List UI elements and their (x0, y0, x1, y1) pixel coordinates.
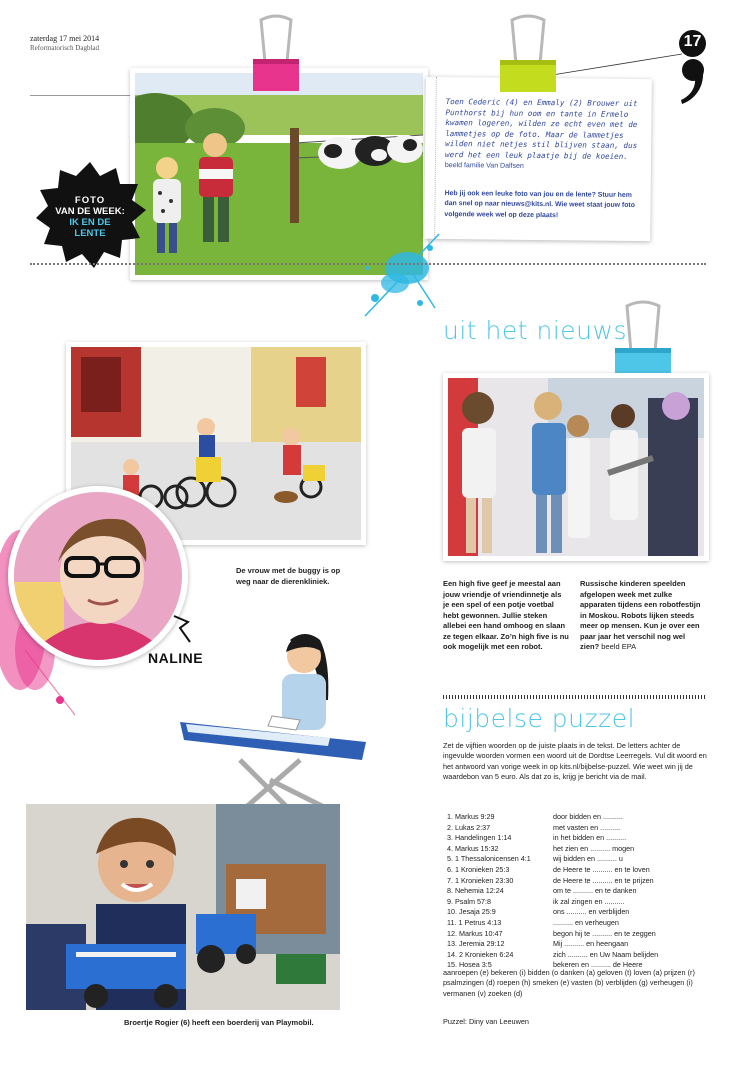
rogier-photo-caption: Broertje Rogier (6) heeft een boerderij van Playmobil. (124, 1018, 314, 1027)
puzzle-top-rule (443, 695, 707, 699)
puzzle-ref: 3. Handelingen 1:14 (447, 833, 512, 843)
photo-rogier-farm (26, 804, 340, 1010)
puzzle-clue: .......... en verheugen (553, 917, 619, 927)
puzzle-clue: wij bidden en .......... u (553, 854, 623, 864)
puzzle-ref: 14. 2 Kronieken 6:24 (447, 949, 514, 959)
newspaper-name: Reformatorisch Dagblad (30, 44, 100, 52)
caption-credit: beeld familie Van Dalfsen (444, 162, 524, 170)
puzzle-ref: 8. Nehemia 12:24 (447, 886, 504, 896)
puzzle-ref: 12. Markus 10:47 (447, 928, 503, 938)
puzzle-heading: bijbelse puzzel (443, 704, 636, 733)
puzzle-ref: 15. Hosea 3:5 (447, 960, 492, 970)
puzzle-clue: Mij .......... en heengaan (553, 939, 629, 949)
puzzle-ref: 11. 1 Petrus 4:13 (447, 917, 502, 927)
caption-note-card (424, 77, 652, 241)
puzzle-clue: ons .......... en verblijden (553, 907, 630, 917)
puzzle-word-list: aanroepen (e) bekeren (i) bidden (o danken (a) geloven (t) loven (a) prijzen (r) psalmzingen (d) roepen (h) smeken (e) vasten (b) verblijden (g) verheugen (i) vermanen (v) zoeken (d) (443, 968, 695, 998)
puzzle-clue: begon hij te .......... en te zeggen (553, 928, 656, 938)
puzzle-ref: 10. Jesaja 25:9 (447, 907, 496, 917)
puzzle-clue: door bidden en .......... (553, 812, 623, 821)
string-line (550, 50, 690, 80)
binder-clip-lime-icon (498, 14, 558, 94)
puzzle-clue: ik zal zingen en .......... (553, 896, 625, 906)
badge-line-foto: FOTO (74, 195, 106, 206)
page-date: zaterdag 17 mei 2014 (30, 34, 100, 43)
puzzle-ref: 5. 1 Thessalonicensen 4:1 (447, 854, 531, 864)
puzzle-clue: bekeren en .......... de Heere (553, 960, 643, 970)
photo-of-week-caption (445, 97, 644, 174)
page-number: 17 (683, 33, 702, 50)
binder-clip-pink-icon (251, 14, 301, 92)
puzzle-refs (447, 812, 555, 971)
puzzle-clue: zich .......... en Uw Naam belijden (553, 949, 659, 959)
naline-photo-caption: De vrouw met de buggy is op weg naar de dierenkliniek. (236, 566, 341, 586)
puzzle-ref: 4. Markus 15:32 (447, 843, 499, 853)
photo-submit-callout: Heb jij ook een leuke foto van jou en de lente? Stuur hem dan snel op naar nieuws@kits.nl. Wie weet staat jouw foto volgende week wel op deze plaats! (444, 190, 636, 220)
puzzle-ref: 13. Jeremia 29:12 (447, 939, 505, 949)
section-divider-top (30, 263, 706, 265)
naline-name: NALINE (148, 650, 204, 666)
puzzle-clue: met vasten en .......... (553, 822, 621, 832)
puzzle-ref: 1. Markus 9:29 (447, 812, 495, 821)
puzzle-ref: 6. 1 Kronieken 25:3 (447, 864, 510, 874)
puzzle-intro: Zet de vijftien woorden op de juiste plaats in de tekst. De letters achter de ingevulde woorden vormen een woord uit de Dordtse Leerregels. Vul dit woord en het antwoord van vorige week in op kits.nl/bijbelse-puzzel. Wie weet win jij de waardebon van 5 euro. Als dat zo is, krijg je bericht via de mail. (443, 741, 707, 782)
puzzle-clue: de Heere te .......... en te loven (553, 864, 650, 874)
badge-text (44, 195, 136, 239)
photo-robot-high-five (443, 373, 709, 561)
news-col1: Een high five geef je meestal aan jouw vriendje of vriendinnetje als je een spel of een potje voetbal hebt gewonnen. Jullie steken allebei een hand omhoog en slaan ze tegen elkaar. Zo’n high five is nu ook mogelijk met een robot. (443, 579, 569, 651)
caption-text: Toen Cederic (4) en Emmaly (2) Brouwer uit Punthorst bij hun oom en tante in Ermelo kwamen logeren, wilden ze echt even met de lammetjes op de foto. Maar de lammetjes wilden niet netjes stil blijven staan, dus werd het een leuk plaatje bij de koeien. (444, 97, 638, 161)
news-credit: beeld EPA (601, 642, 637, 651)
puzzle-clues (553, 812, 707, 971)
binder-clip-blue-icon (613, 300, 673, 382)
puzzle-author: Puzzel: Diny van Leeuwen (443, 1017, 529, 1026)
puzzle-clue: het zien en .......... mogen (553, 843, 635, 853)
ink-splash-blue (355, 228, 445, 323)
puzzle-ref: 2. Lukas 2:37 (447, 822, 491, 832)
header-rule (30, 95, 130, 96)
news-heading: uit het nieuws (443, 316, 628, 345)
badge-line-ik: IK EN DE (69, 217, 111, 228)
playmobil-ironing-figure (180, 630, 375, 830)
news-col2-text: Russische kinderen speelden afgelopen week met zulke apparaten tijdens een robotfestijn in Moskou. Robots lijken steeds meer op mensen. Kun je over een paar jaar het verschil nog wel zien? (580, 579, 701, 651)
puzzle-clue: in het bidden en .......... (553, 833, 627, 843)
puzzle-ref: 7. 1 Kronieken 23:30 (447, 875, 514, 885)
news-col2 (580, 579, 704, 653)
puzzle-clue: de Heere te .......... en te prijzen (553, 875, 654, 885)
badge-line-lente: LENTE (74, 228, 106, 239)
puzzle-ref: 9. Psalm 57:8 (447, 896, 491, 906)
badge-line-week: VAN DE WEEK: (55, 206, 125, 217)
puzzle-clue: om te .......... en te danken (553, 886, 637, 896)
naline-portrait (8, 486, 188, 666)
